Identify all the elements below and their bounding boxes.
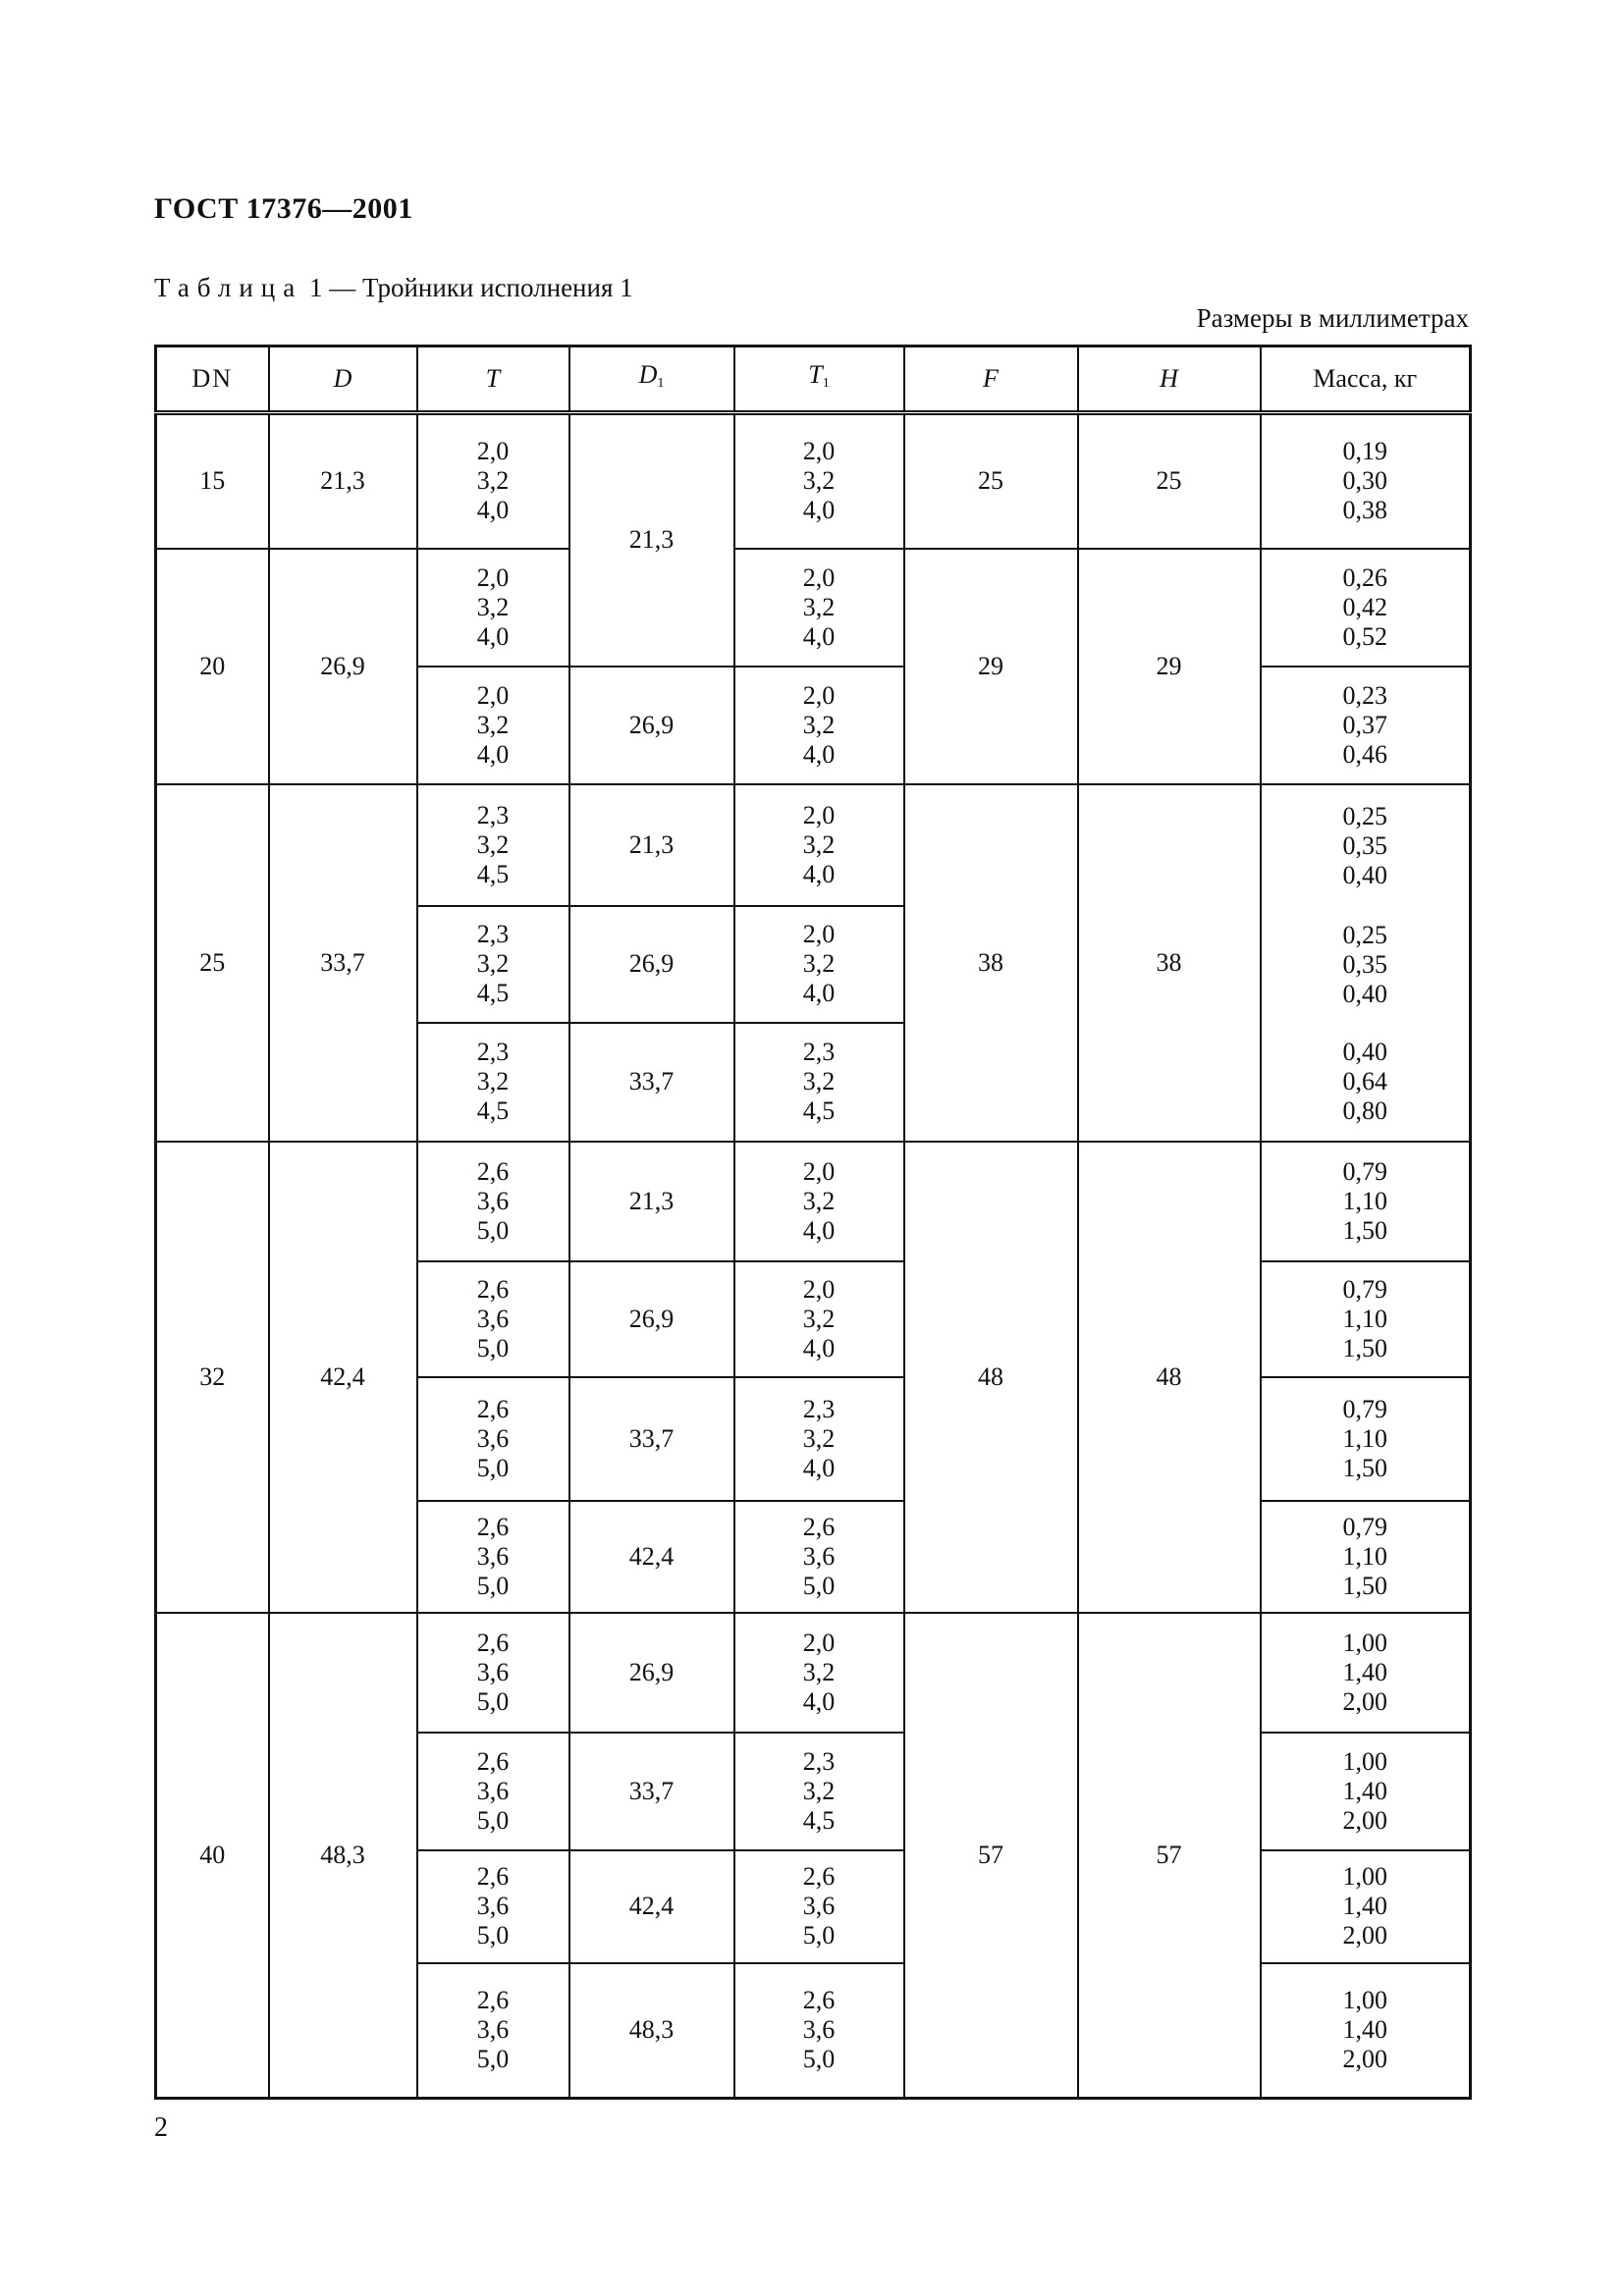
cell-t1-value: 4,0 xyxy=(802,496,836,525)
col-header-d1-main: D xyxy=(638,359,658,389)
cell-t1-value: 2,0 xyxy=(802,800,836,829)
cell-f: 38 xyxy=(904,784,1078,1142)
cell-t xyxy=(417,1613,569,1733)
cell-t-value: 5,0 xyxy=(476,1571,510,1600)
cell-t-value: 5,0 xyxy=(476,1686,510,1716)
cell-mass-value: 0,79 xyxy=(1342,1274,1387,1304)
cell-t-value: 3,2 xyxy=(476,829,510,859)
cell-d: 33,7 xyxy=(269,784,417,1142)
cell-mass xyxy=(1261,1850,1471,1963)
cell-t1 xyxy=(734,1733,904,1850)
cell-t-value: 2,6 xyxy=(476,1628,510,1657)
cell-t-value: 2,6 xyxy=(476,1394,510,1423)
cell-h: 25 xyxy=(1078,413,1261,549)
cell-t xyxy=(417,1733,569,1850)
page-number: 2 xyxy=(154,2112,168,2143)
cell-t1-value: 3,2 xyxy=(802,1304,836,1333)
cell-mass-value: 0,40 xyxy=(1342,1037,1387,1066)
cell-mass-value: 0,42 xyxy=(1342,592,1387,621)
cell-t-value: 3,6 xyxy=(476,1776,510,1805)
cell-h: 48 xyxy=(1078,1142,1261,1613)
table-row xyxy=(156,784,1471,907)
cell-t1 xyxy=(734,549,904,667)
cell-d1: 21,3 xyxy=(569,784,734,907)
cell-mass xyxy=(1261,1501,1471,1613)
cell-t xyxy=(417,1261,569,1377)
cell-d1: 42,4 xyxy=(569,1501,734,1613)
cell-mass xyxy=(1261,1613,1471,1733)
cell-t1 xyxy=(734,1142,904,1261)
table-row xyxy=(156,413,1471,549)
cell-d1: 26,9 xyxy=(569,906,734,1023)
cell-t1 xyxy=(734,1501,904,1613)
cell-mass-value: 0,40 xyxy=(1342,979,1387,1008)
cell-mass xyxy=(1261,1261,1471,1377)
cell-t1-value: 3,6 xyxy=(802,2015,836,2045)
cell-t1-value: 4,0 xyxy=(802,979,836,1008)
cell-mass-value: 0,80 xyxy=(1342,1095,1387,1125)
cell-mass-value: 1,10 xyxy=(1342,1186,1387,1215)
cell-d: 48,3 xyxy=(269,1613,417,2099)
cell-t xyxy=(417,1377,569,1501)
cell-t1-value: 2,0 xyxy=(802,920,836,949)
table-header-row xyxy=(156,347,1471,413)
cell-t xyxy=(417,784,569,907)
cell-t1 xyxy=(734,1850,904,1963)
cell-mass xyxy=(1261,1963,1471,2099)
cell-h: 38 xyxy=(1078,784,1261,1142)
cell-mass-value: 0,46 xyxy=(1342,739,1387,769)
cell-t1 xyxy=(734,906,904,1023)
cell-d1: 26,9 xyxy=(569,1261,734,1377)
col-header-dn: DN xyxy=(156,347,269,413)
cell-mass-value: 0,52 xyxy=(1342,621,1387,651)
cell-t-value: 3,6 xyxy=(476,1423,510,1453)
cell-t-value: 3,2 xyxy=(476,592,510,621)
cell-t1 xyxy=(734,1377,904,1501)
table-row xyxy=(156,1613,1471,1733)
cell-t xyxy=(417,1501,569,1613)
cell-t-value: 3,6 xyxy=(476,2015,510,2045)
cell-mass-value: 0,37 xyxy=(1342,710,1387,739)
cell-t xyxy=(417,549,569,667)
cell-mass-value: 2,00 xyxy=(1342,1921,1387,1949)
cell-mass-value: 0,35 xyxy=(1342,830,1387,860)
cell-t1-value: 2,6 xyxy=(802,1512,836,1541)
cell-t1 xyxy=(734,1261,904,1377)
cell-f: 29 xyxy=(904,549,1078,784)
cell-mass-value: 0,79 xyxy=(1342,1512,1387,1541)
cell-t-value: 3,6 xyxy=(476,1186,510,1215)
cell-mass xyxy=(1261,1733,1471,1850)
cell-mass-value: 1,10 xyxy=(1342,1423,1387,1453)
col-header-d: D xyxy=(269,347,417,413)
cell-t-value: 3,2 xyxy=(476,710,510,739)
cell-mass-value: 0,26 xyxy=(1342,562,1387,592)
cell-t1-value: 5,0 xyxy=(802,2045,836,2074)
cell-dn: 25 xyxy=(156,784,269,1142)
cell-t-value: 3,6 xyxy=(476,1304,510,1333)
cell-t1-value: 3,2 xyxy=(802,1776,836,1805)
cell-mass-value: 1,50 xyxy=(1342,1215,1387,1245)
cell-d: 26,9 xyxy=(269,549,417,784)
cell-mass xyxy=(1262,907,1470,1023)
cell-mass-value: 0,19 xyxy=(1342,437,1387,466)
cell-d1: 26,9 xyxy=(569,667,734,784)
cell-d: 21,3 xyxy=(269,413,417,549)
cell-t-value: 2,6 xyxy=(476,1156,510,1186)
cell-t1-value: 3,2 xyxy=(802,1423,836,1453)
cell-t-value: 3,2 xyxy=(476,466,510,496)
cell-mass-group xyxy=(1261,784,1471,1142)
cell-t-value: 2,6 xyxy=(476,1274,510,1304)
cell-t1-value: 4,0 xyxy=(802,859,836,888)
cell-t-value: 4,5 xyxy=(476,859,510,888)
cell-mass-value: 2,00 xyxy=(1342,1805,1387,1835)
cell-t-value: 3,6 xyxy=(476,1892,510,1920)
cell-d1: 48,3 xyxy=(569,1963,734,2099)
cell-t1-value: 2,3 xyxy=(802,1038,836,1067)
table-caption-text: 1 — Тройники исполнения 1 xyxy=(308,273,633,302)
cell-t1-value: 2,0 xyxy=(802,562,836,592)
cell-t1-value: 2,6 xyxy=(802,1986,836,2015)
cell-mass-value: 0,25 xyxy=(1342,920,1387,949)
cell-t1-value: 4,5 xyxy=(802,1805,836,1835)
cell-mass xyxy=(1261,1377,1471,1501)
cell-mass-value: 0,79 xyxy=(1342,1156,1387,1186)
cell-mass-value: 0,25 xyxy=(1342,801,1387,830)
cell-t-value: 5,0 xyxy=(476,1333,510,1362)
cell-t-value: 5,0 xyxy=(476,1805,510,1835)
cell-mass-value: 1,40 xyxy=(1342,1657,1387,1686)
cell-mass xyxy=(1261,549,1471,667)
table-row xyxy=(156,549,1471,667)
cell-d1: 33,7 xyxy=(569,1733,734,1850)
cell-t1-value: 2,0 xyxy=(802,437,836,466)
dimensions-table xyxy=(154,345,1472,2100)
cell-t1 xyxy=(734,667,904,784)
cell-t-value: 5,0 xyxy=(476,1215,510,1245)
cell-t1 xyxy=(734,1613,904,1733)
cell-mass-value: 1,40 xyxy=(1342,2015,1387,2045)
cell-t1-value: 3,2 xyxy=(802,592,836,621)
cell-mass xyxy=(1261,667,1471,784)
cell-t1-value: 2,3 xyxy=(802,1746,836,1776)
cell-dn: 15 xyxy=(156,413,269,549)
cell-t1 xyxy=(734,1963,904,2099)
cell-t xyxy=(417,1023,569,1142)
cell-t-value: 5,0 xyxy=(476,2045,510,2074)
cell-mass-value: 1,10 xyxy=(1342,1304,1387,1333)
cell-d1: 21,3 xyxy=(569,1142,734,1261)
cell-d1: 33,7 xyxy=(569,1377,734,1501)
cell-t-value: 2,3 xyxy=(476,800,510,829)
cell-t1-value: 2,3 xyxy=(802,1394,836,1423)
cell-mass-value: 2,00 xyxy=(1342,2045,1387,2074)
cell-t1-value: 2,0 xyxy=(802,680,836,710)
cell-t-value: 2,6 xyxy=(476,1746,510,1776)
cell-d1: 33,7 xyxy=(569,1023,734,1142)
cell-t-value: 3,2 xyxy=(476,1067,510,1096)
cell-mass-value: 0,23 xyxy=(1342,680,1387,710)
table-caption xyxy=(154,273,633,303)
cell-t1-value: 2,6 xyxy=(802,1862,836,1891)
table-row xyxy=(156,1142,1471,1261)
cell-f: 57 xyxy=(904,1613,1078,2099)
cell-t-value: 4,0 xyxy=(476,739,510,769)
cell-t xyxy=(417,1142,569,1261)
col-header-t: T xyxy=(417,347,569,413)
cell-mass xyxy=(1261,413,1471,549)
col-header-mass: Масса, кг xyxy=(1261,347,1471,413)
cell-t-value: 2,0 xyxy=(476,562,510,592)
cell-mass-value: 0,79 xyxy=(1342,1394,1387,1423)
cell-mass-value: 1,40 xyxy=(1342,1892,1387,1920)
cell-dn: 32 xyxy=(156,1142,269,1613)
cell-mass xyxy=(1262,785,1470,907)
cell-t xyxy=(417,667,569,784)
table-caption-label: Таблица xyxy=(154,273,303,302)
cell-t1-value: 4,0 xyxy=(802,1215,836,1245)
cell-mass-value: 0,64 xyxy=(1342,1066,1387,1095)
cell-h: 29 xyxy=(1078,549,1261,784)
cell-t-value: 4,0 xyxy=(476,496,510,525)
document-title: ГОСТ 17376—2001 xyxy=(154,192,413,225)
cell-t-value: 2,6 xyxy=(476,1986,510,2015)
cell-t-value: 4,5 xyxy=(476,1096,510,1126)
cell-mass-value: 1,00 xyxy=(1342,1628,1387,1657)
cell-t1-value: 3,2 xyxy=(802,1067,836,1096)
cell-t1-value: 3,6 xyxy=(802,1892,836,1920)
cell-dn: 20 xyxy=(156,549,269,784)
col-header-h: H xyxy=(1078,347,1261,413)
cell-t1-value: 3,6 xyxy=(802,1541,836,1571)
cell-mass-value: 0,35 xyxy=(1342,949,1387,979)
col-header-t1-sub: 1 xyxy=(822,375,830,391)
cell-t1-value: 3,2 xyxy=(802,1186,836,1215)
units-note: Размеры в миллиметрах xyxy=(1196,303,1469,333)
cell-dn: 40 xyxy=(156,1613,269,2099)
cell-t-value: 3,2 xyxy=(476,949,510,979)
cell-mass-value: 1,00 xyxy=(1342,1862,1387,1891)
cell-t-value: 4,5 xyxy=(476,979,510,1008)
cell-t-value: 3,6 xyxy=(476,1541,510,1571)
cell-t-value: 2,3 xyxy=(476,1038,510,1067)
cell-mass-value: 2,00 xyxy=(1342,1686,1387,1716)
cell-t1-value: 2,0 xyxy=(802,1628,836,1657)
cell-mass-value: 1,10 xyxy=(1342,1541,1387,1571)
cell-t xyxy=(417,1850,569,1963)
cell-t xyxy=(417,413,569,549)
cell-mass-value: 1,40 xyxy=(1342,1776,1387,1805)
col-header-t1 xyxy=(734,347,904,413)
cell-t1 xyxy=(734,1023,904,1142)
cell-d1: 21,3 xyxy=(569,413,734,667)
cell-mass-value: 0,40 xyxy=(1342,860,1387,889)
cell-t-value: 2,6 xyxy=(476,1512,510,1541)
cell-t1-value: 3,2 xyxy=(802,466,836,496)
cell-t1-value: 2,0 xyxy=(802,1156,836,1186)
cell-t1 xyxy=(734,413,904,549)
cell-t1-value: 3,2 xyxy=(802,1657,836,1686)
cell-mass xyxy=(1262,1023,1470,1141)
col-header-f: F xyxy=(904,347,1078,413)
cell-mass xyxy=(1261,1142,1471,1261)
cell-t-value: 5,0 xyxy=(476,1921,510,1949)
cell-t-value: 2,0 xyxy=(476,680,510,710)
cell-t-value: 3,6 xyxy=(476,1657,510,1686)
cell-t1-value: 4,0 xyxy=(802,621,836,651)
cell-h: 57 xyxy=(1078,1613,1261,2099)
cell-t1-value: 4,0 xyxy=(802,1453,836,1482)
cell-t1-value: 2,0 xyxy=(802,1274,836,1304)
col-header-d1 xyxy=(569,347,734,413)
cell-mass-value: 0,30 xyxy=(1342,466,1387,496)
cell-d1: 42,4 xyxy=(569,1850,734,1963)
col-header-d1-sub: 1 xyxy=(657,375,665,391)
cell-t-value: 4,0 xyxy=(476,621,510,651)
cell-mass-value: 1,00 xyxy=(1342,1746,1387,1776)
cell-t-value: 2,6 xyxy=(476,1862,510,1891)
cell-mass-value: 1,50 xyxy=(1342,1453,1387,1482)
cell-t1-value: 4,0 xyxy=(802,1333,836,1362)
cell-t1-value: 4,0 xyxy=(802,739,836,769)
cell-t1-value: 5,0 xyxy=(802,1921,836,1949)
cell-t1-value: 3,2 xyxy=(802,949,836,979)
cell-t1-value: 3,2 xyxy=(802,710,836,739)
cell-t1-value: 3,2 xyxy=(802,829,836,859)
cell-t1-value: 5,0 xyxy=(802,1571,836,1600)
cell-mass-value: 1,50 xyxy=(1342,1571,1387,1600)
cell-mass-value: 1,00 xyxy=(1342,1986,1387,2015)
cell-t xyxy=(417,1963,569,2099)
cell-mass-value: 0,38 xyxy=(1342,496,1387,525)
cell-t1 xyxy=(734,784,904,907)
cell-f: 25 xyxy=(904,413,1078,549)
cell-t1-value: 4,5 xyxy=(802,1096,836,1126)
cell-t-value: 5,0 xyxy=(476,1453,510,1482)
cell-mass-value: 1,50 xyxy=(1342,1333,1387,1362)
cell-t-value: 2,3 xyxy=(476,920,510,949)
cell-t xyxy=(417,906,569,1023)
col-header-t1-main: T xyxy=(808,359,823,389)
cell-d1: 26,9 xyxy=(569,1613,734,1733)
cell-t1-value: 4,0 xyxy=(802,1686,836,1716)
cell-t-value: 2,0 xyxy=(476,437,510,466)
cell-f: 48 xyxy=(904,1142,1078,1613)
cell-d: 42,4 xyxy=(269,1142,417,1613)
